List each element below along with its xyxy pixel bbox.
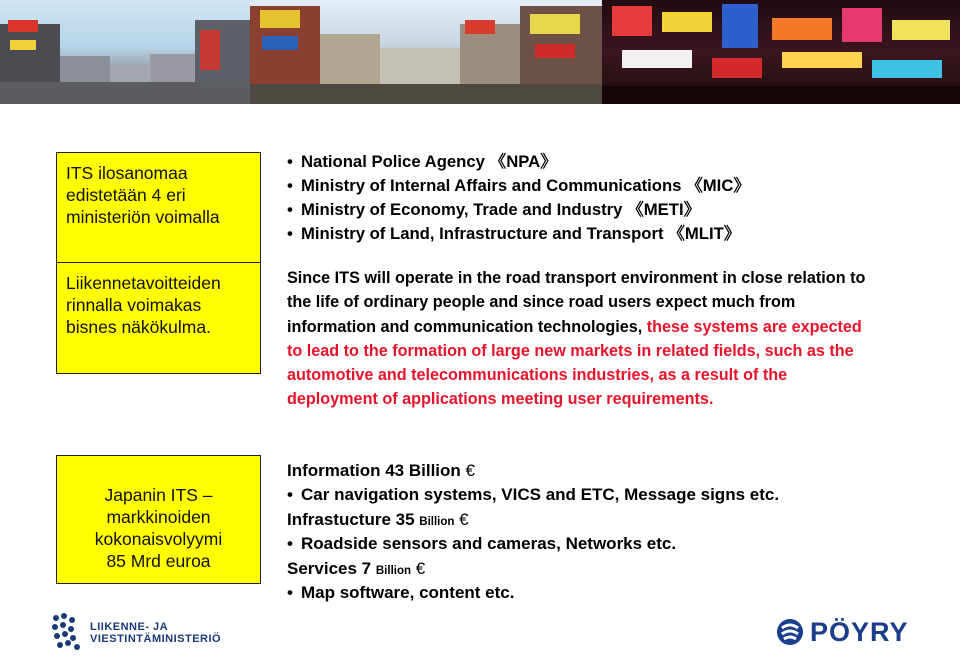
highlight-box-text: Liikennetavoitteiden rinnalla voimakas bisnes näkökulma. [66, 273, 221, 337]
ministry-emblem-icon [50, 612, 84, 652]
poyry-emblem-icon [776, 618, 804, 646]
highlight-box-market-volume [56, 455, 261, 584]
poyry-logo-text: PÖYRY [810, 617, 909, 647]
ministry-item: • National Police Agency 《NPA》 [287, 150, 947, 174]
bullet-icon: • [287, 582, 293, 602]
bullet-icon: • [287, 485, 293, 505]
highlight-box-text: ITS ilosanomaa edistetään 4 eri ministeriön voimalla [66, 163, 220, 227]
market-services-detail: • Map software, content etc. [287, 581, 779, 605]
ministry-logo-line2: VIESTINTÄMINISTERIÖ [90, 633, 222, 645]
emphasized-text: these systems are expected to lead to the formation of large new markets in related fields, such as the automotive and telecommunications industries, as a result of the deployment of applications meeting user requirements. [287, 317, 862, 409]
highlight-box-ministries [56, 152, 261, 264]
ministry-item: • Ministry of Economy, Trade and Industry 《METI》 [287, 198, 947, 222]
market-infrastructure: Infrastucture 35 Billion € [287, 509, 469, 529]
bullet-icon: • [287, 534, 293, 554]
city-street-photo-middle [250, 0, 602, 104]
market-information: Information 43 Billion € [287, 461, 475, 480]
poyry-logo [776, 614, 944, 654]
city-street-photo-left [0, 0, 250, 104]
market-information-detail: • Car navigation systems, VICS and ETC, Message signs etc. [287, 483, 779, 507]
main-content [287, 150, 947, 602]
bullet-icon: • [287, 224, 293, 243]
banner-photo [0, 0, 960, 104]
ministry-logo [50, 612, 250, 652]
euro-icon: € [459, 509, 469, 529]
ministry-item: • Ministry of Internal Affairs and Communications 《MIC》 [287, 174, 947, 198]
highlight-box-business [56, 262, 261, 374]
bullet-icon: • [287, 152, 293, 171]
ministry-item: • Ministry of Land, Infrastructure and Transport 《MLIT》 [287, 222, 947, 246]
highlight-box-text: Japanin ITS – markkinoiden kokonaisvolyymi 85 Mrd euroa [94, 485, 223, 571]
city-night-photo-right [602, 0, 960, 104]
ministry-logo-line1: LIIKENNE- JA [90, 621, 169, 633]
bullet-icon: • [287, 200, 293, 219]
ministry-list [287, 150, 947, 246]
market-services: Services 7 Billion € [287, 558, 426, 578]
its-market-paragraph: Since ITS will operate in the road transport environment in close relation to the life of ordinary people and since road users expect much from information and communication technologies, these systems are expected to lead to the formation of large new markets in related fields, such as the automotive and telecommunications industries, as a result of the deployment of applications meeting user requirements. [287, 269, 866, 409]
market-infrastructure-detail: • Roadside sensors and cameras, Networks etc. [287, 532, 779, 556]
market-breakdown [287, 459, 779, 605]
euro-icon: € [415, 558, 426, 578]
bullet-icon: • [287, 176, 293, 195]
euro-icon: € [465, 461, 475, 480]
